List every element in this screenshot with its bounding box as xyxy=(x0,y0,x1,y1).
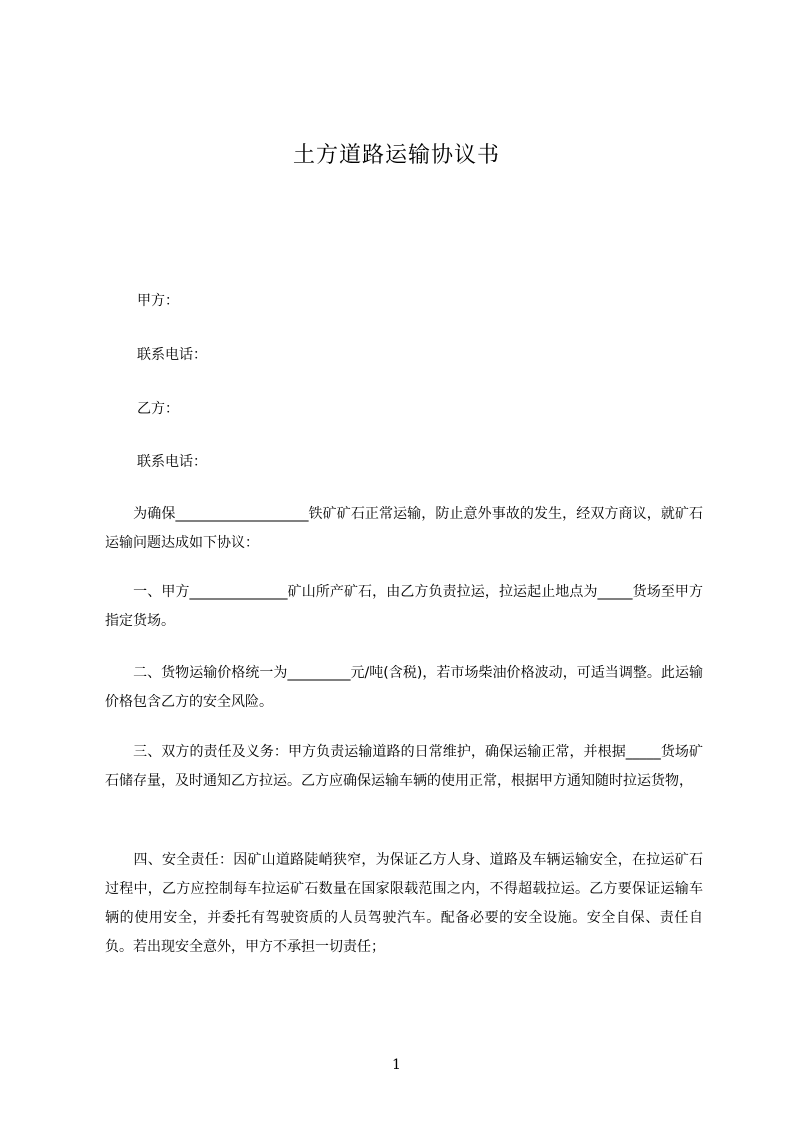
clause-4-paragraph: 四、安全责任：因矿山道路陡峭狭窄，为保证乙方人身、道路及车辆运输安全，在拉运矿石过程中，乙方应控制每车拉运矿石数量在国家限载范围之内，不得超载拉运。乙方要保证运输车辆的使用安全，并委托有驾驶资质的人员驾驶汽车。配备必要的安全设施。安全自保、责任自负。若出现安全意外，甲方不承担一切责任； xyxy=(105,852,703,955)
document-title: 土方道路运输协议书 xyxy=(292,143,500,168)
page-number: 1 xyxy=(392,1057,401,1073)
clause-1-paragraph: 一、甲方______________矿山所产矿石，由乙方负责拉运，拉运起止地点为_____货场至甲方指定货场。 xyxy=(105,584,703,629)
party-b-label: 乙方： xyxy=(137,401,179,417)
clause-3-paragraph: 三、双方的责任及义务：甲方负责运输道路的日常维护，确保运输正常，并根据_____货场矿石储存量，及时通知乙方拉运。乙方应确保运输车辆的使用正常，根据甲方通知随时拉运货物， xyxy=(105,744,703,789)
party-a-label: 甲方： xyxy=(137,293,179,309)
party-b-phone-label: 联系电话： xyxy=(137,454,207,470)
clause-2-paragraph: 二、货物运输价格统一为_________元/吨(含税)，若市场柴油价格波动，可适当调整。此运输价格包含乙方的安全风险。 xyxy=(105,665,703,710)
intro-paragraph: 为确保___________________铁矿矿石正常运输，防止意外事故的发生，经双方商议，就矿石运输问题达成如下协议： xyxy=(105,506,703,551)
party-a-phone-label: 联系电话： xyxy=(137,347,207,363)
